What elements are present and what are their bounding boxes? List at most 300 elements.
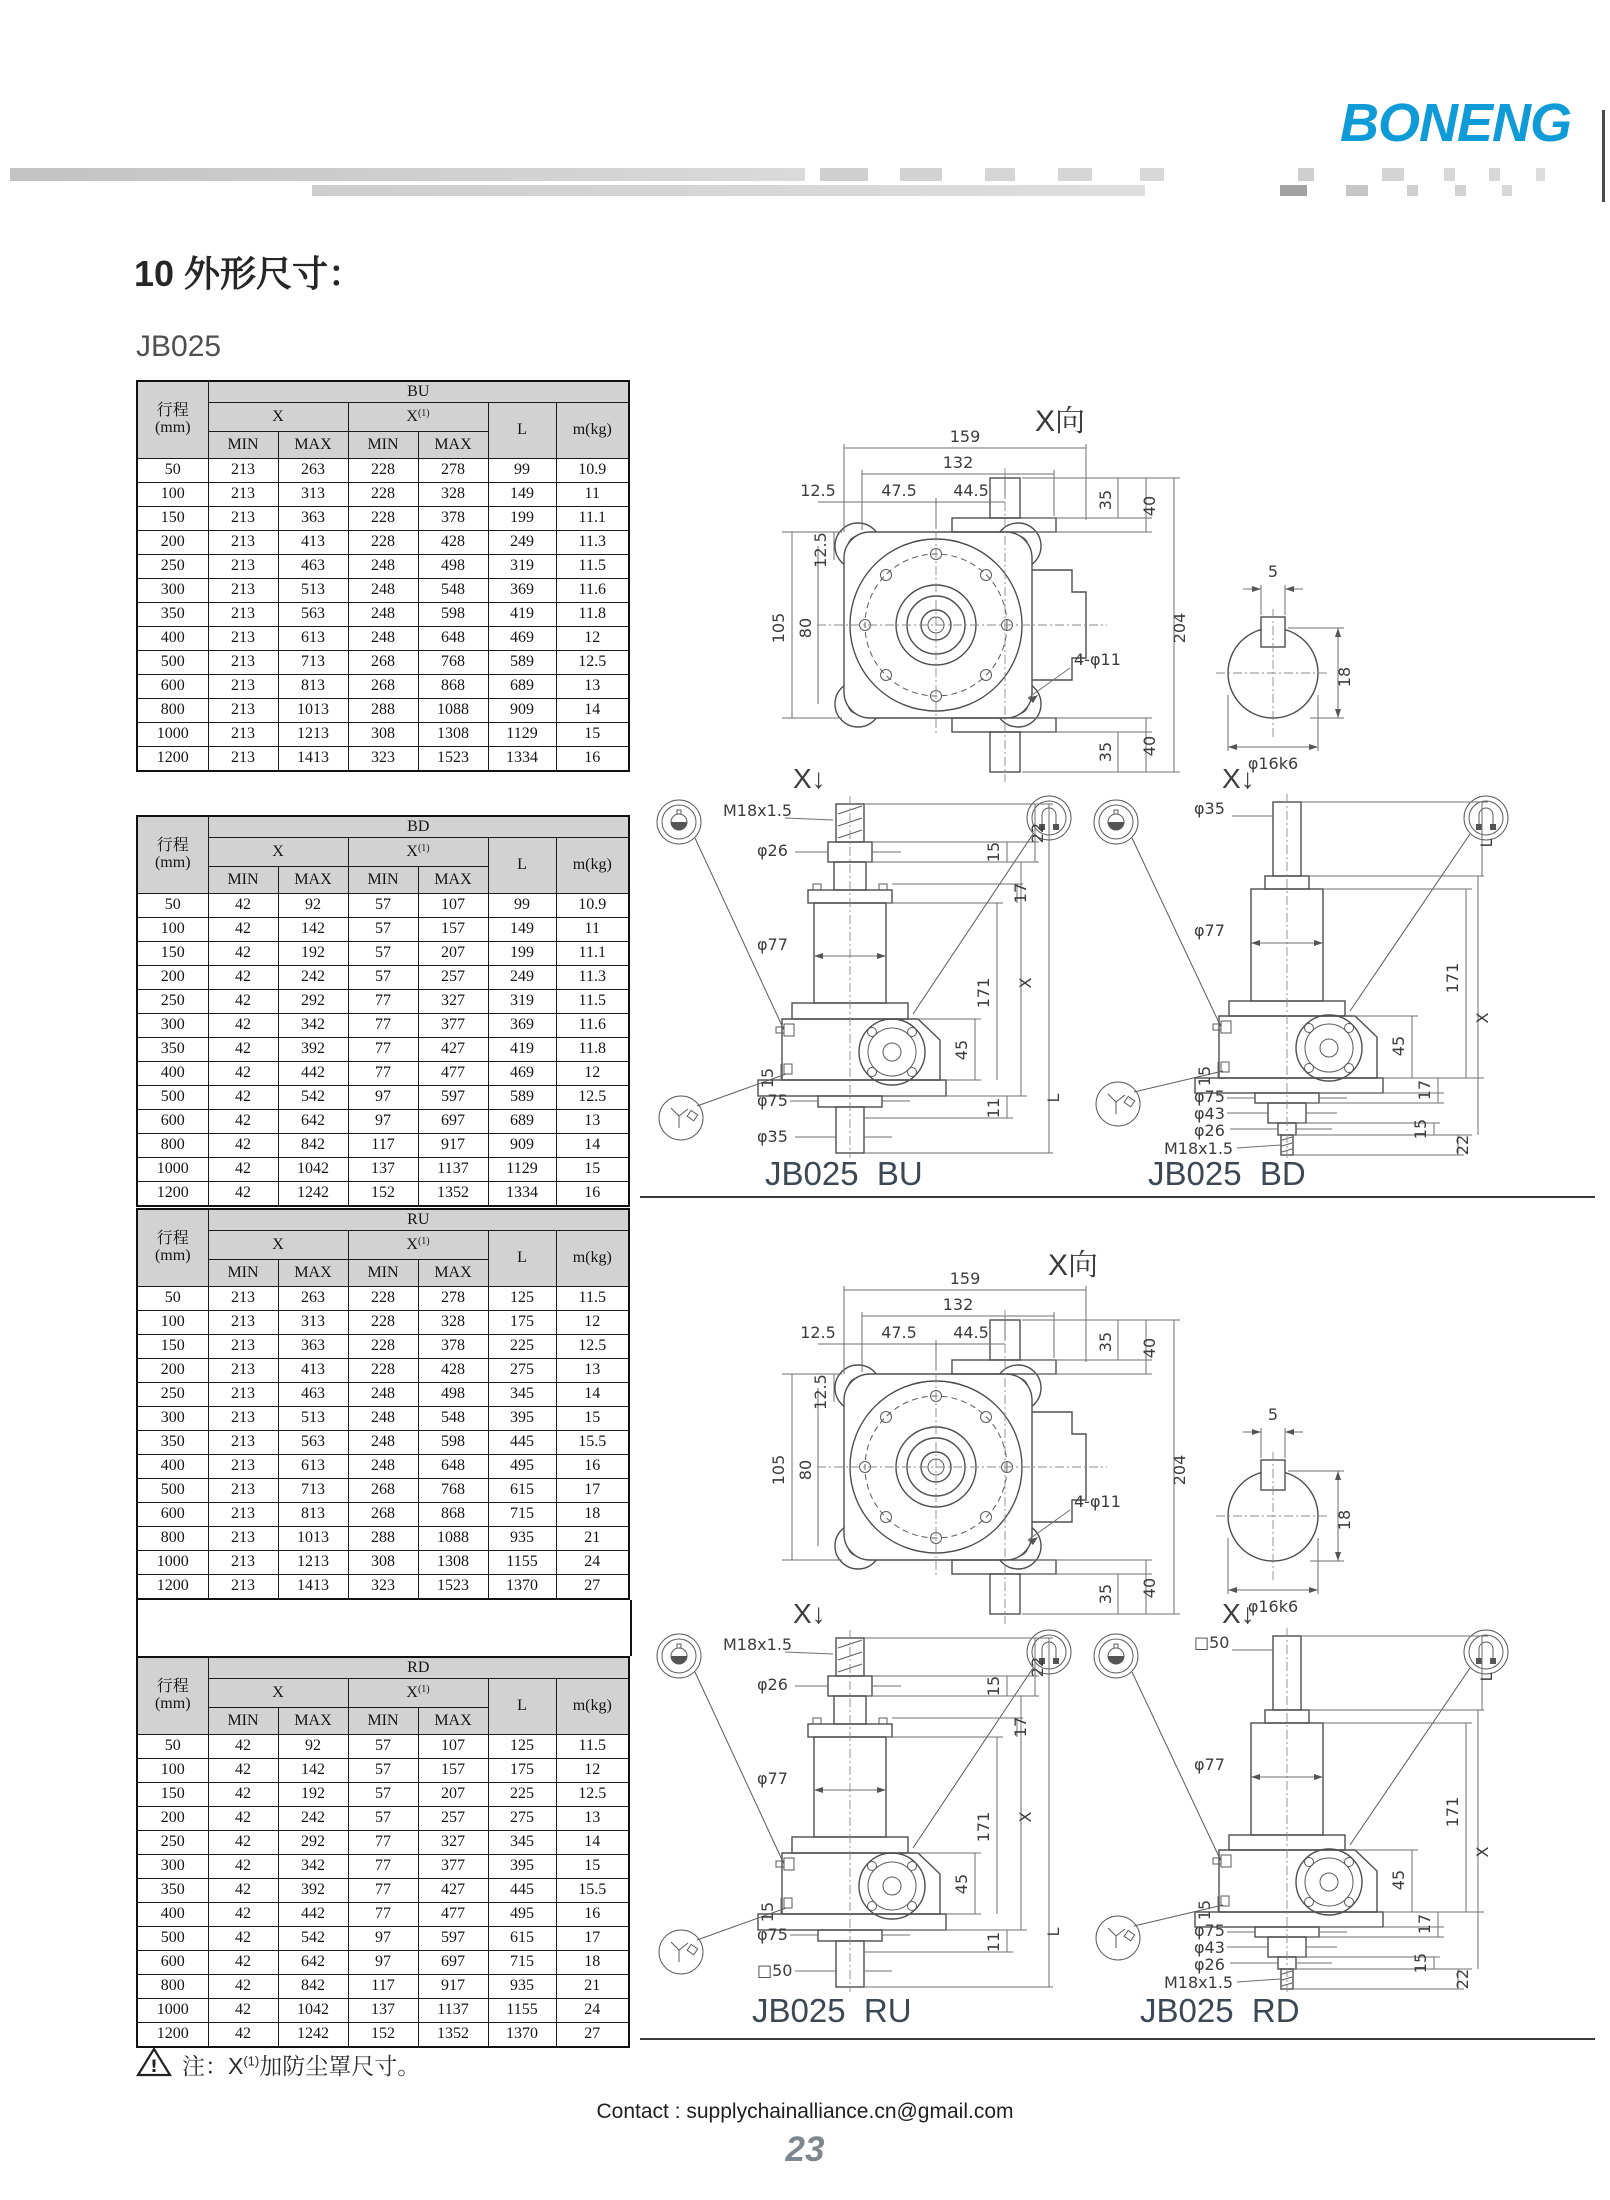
decorative-bar <box>10 168 805 181</box>
table-cell: 445 <box>488 1879 556 1903</box>
table-cell: 589 <box>488 651 556 675</box>
table-cell: 1523 <box>418 747 488 772</box>
decorative-square <box>1382 168 1404 181</box>
table-row <box>137 1975 629 1999</box>
table-cell: 713 <box>278 1479 348 1503</box>
table-cell: 548 <box>418 1407 488 1431</box>
max-header: MAX <box>418 867 488 894</box>
x1-header: $X^{(1)}$ <box>348 403 488 432</box>
table-cell: 427 <box>418 1879 488 1903</box>
group-header: BD <box>208 816 629 838</box>
table-cell: 597 <box>418 1927 488 1951</box>
table-cell: 288 <box>348 1527 418 1551</box>
table-row <box>137 1903 629 1927</box>
dim-12-5-v: 12.5 <box>811 1374 830 1410</box>
table-cell: 1213 <box>278 723 348 747</box>
table-cell: 11.3 <box>556 966 629 990</box>
table-cell: 13 <box>556 1110 629 1134</box>
dim-left15: 15 <box>1195 1065 1214 1087</box>
dim-rod: □50 <box>757 1961 793 1980</box>
table-cell: 97 <box>348 1110 418 1134</box>
dim-d26: φ26 <box>1194 1955 1225 1974</box>
l-header: L <box>488 838 556 894</box>
table-header-row <box>137 1679 629 1708</box>
table-cell: 15 <box>556 723 629 747</box>
table-cell: 213 <box>208 1575 278 1600</box>
table-cell: 313 <box>278 1311 348 1335</box>
dim-15: 15 <box>1411 1952 1430 1974</box>
table-cell: 613 <box>278 1455 348 1479</box>
min-header: MIN <box>348 432 418 459</box>
table-row <box>137 1311 629 1335</box>
table-row <box>137 1038 629 1062</box>
table-cell: 1334 <box>488 747 556 772</box>
min-header: MIN <box>348 1260 418 1287</box>
table-row <box>137 555 629 579</box>
dim-17: 17 <box>1011 882 1030 904</box>
table-cell: 428 <box>418 531 488 555</box>
table-cell: 248 <box>348 1431 418 1455</box>
table-cell: 213 <box>208 1455 278 1479</box>
dim-45: 45 <box>952 1873 971 1895</box>
decorative-bar <box>312 185 1145 196</box>
x-direction-label: X↓ <box>793 1598 826 1629</box>
table-row <box>137 1735 629 1759</box>
table-cell: 213 <box>208 1311 278 1335</box>
table-cell: 1370 <box>488 1575 556 1600</box>
table-cell: 213 <box>208 483 278 507</box>
table-cell: 257 <box>418 1807 488 1831</box>
table-cell: 18 <box>556 1951 629 1975</box>
table-cell: 300 <box>137 579 208 603</box>
table-cell: 213 <box>208 675 278 699</box>
dim-key-width: 5 <box>1267 1405 1279 1424</box>
dim-d77: φ77 <box>1194 921 1225 940</box>
table-cell: 327 <box>418 1831 488 1855</box>
table-cell: 228 <box>348 459 418 483</box>
table-cell: 842 <box>278 1975 348 1999</box>
table-cell: 1155 <box>488 1999 556 2023</box>
table-cell: 268 <box>348 1479 418 1503</box>
table-cell: 77 <box>348 1879 418 1903</box>
dim-47-5: 47.5 <box>881 1323 917 1342</box>
table-cell: 598 <box>418 1431 488 1455</box>
table-cell: 800 <box>137 1134 208 1158</box>
table-cell: 213 <box>208 1431 278 1455</box>
table-cell: 800 <box>137 1975 208 1999</box>
dim-bolt-holes: 4-φ11 <box>1074 650 1121 669</box>
table-cell: 15 <box>556 1158 629 1182</box>
table-cell: 342 <box>278 1855 348 1879</box>
table-cell: 868 <box>418 675 488 699</box>
table-cell: 1088 <box>418 1527 488 1551</box>
dim-d77: φ77 <box>1194 1755 1225 1774</box>
table-cell: 419 <box>488 1038 556 1062</box>
table-cell: 97 <box>348 1927 418 1951</box>
table-cell: 11.6 <box>556 1014 629 1038</box>
table-cell: 242 <box>278 966 348 990</box>
table-row <box>137 1759 629 1783</box>
model-label: JB025 <box>136 330 222 363</box>
table-cell: 909 <box>488 1134 556 1158</box>
table-cell: 498 <box>418 555 488 579</box>
table-cell: 57 <box>348 1807 418 1831</box>
table-cell: 917 <box>418 1975 488 1999</box>
front-view-rd <box>1082 1622 1522 1992</box>
table-cell: 10.9 <box>556 459 629 483</box>
table-cell: 500 <box>137 651 208 675</box>
decorative-square <box>1536 168 1545 181</box>
table-cell: 150 <box>137 942 208 966</box>
dim-44-5: 44.5 <box>953 1323 989 1342</box>
table-cell: 97 <box>348 1951 418 1975</box>
table-cell: 100 <box>137 483 208 507</box>
table-cell: 12.5 <box>556 1783 629 1807</box>
table-row <box>137 1335 629 1359</box>
table-cell: 615 <box>488 1479 556 1503</box>
table-cell: 17 <box>556 1927 629 1951</box>
dim-17: 17 <box>1011 1716 1030 1738</box>
table-cell: 495 <box>488 1903 556 1927</box>
table-cell: 42 <box>208 966 278 990</box>
min-header: MIN <box>348 1708 418 1735</box>
table-cell: 1308 <box>418 723 488 747</box>
top-view-drawing <box>722 1262 1202 1632</box>
m-header: m(kg) <box>556 403 629 459</box>
front-dim-text <box>1164 1633 1496 1992</box>
table-row <box>137 699 629 723</box>
table-row <box>137 627 629 651</box>
table-cell: 275 <box>488 1807 556 1831</box>
m-header: m(kg) <box>556 838 629 894</box>
table-cell: 57 <box>348 1735 418 1759</box>
dimension-table-bd <box>136 815 630 1207</box>
table-cell: 1413 <box>278 1575 348 1600</box>
table-cell: 12 <box>556 1311 629 1335</box>
min-header: MIN <box>348 867 418 894</box>
table-cell: 345 <box>488 1383 556 1407</box>
table-cell: 42 <box>208 942 278 966</box>
table-cell: 213 <box>208 1503 278 1527</box>
table-cell: 12 <box>556 1759 629 1783</box>
dim-132: 132 <box>942 1295 974 1314</box>
decorative-square <box>1407 185 1418 196</box>
table-cell: 100 <box>137 1759 208 1783</box>
table-row <box>137 579 629 603</box>
table-cell: 697 <box>418 1110 488 1134</box>
table-cell: 1242 <box>278 1182 348 1207</box>
table-row <box>137 1383 629 1407</box>
table-cell: 50 <box>137 894 208 918</box>
dim-35-top: 35 <box>1096 1331 1115 1353</box>
table-cell: 77 <box>348 1855 418 1879</box>
table-cell: 14 <box>556 1134 629 1158</box>
dim-rod: φ35 <box>757 1127 788 1146</box>
warning-icon <box>136 2046 172 2078</box>
dim-40-top: 40 <box>1140 1337 1159 1359</box>
table-cell: 149 <box>488 918 556 942</box>
table-cell: 248 <box>348 627 418 651</box>
table-cell: 1352 <box>418 2023 488 2048</box>
dim-left15: 15 <box>758 1901 777 1923</box>
table-cell: 42 <box>208 1062 278 1086</box>
dim-d43: φ43 <box>1194 1104 1225 1123</box>
dim-left15: 15 <box>1195 1899 1214 1921</box>
table-cell: 42 <box>208 894 278 918</box>
table-cell: 328 <box>418 1311 488 1335</box>
table-cell: 1213 <box>278 1551 348 1575</box>
dim-45: 45 <box>1389 1035 1408 1057</box>
table-cell: 57 <box>348 918 418 942</box>
table-cell: 213 <box>208 699 278 723</box>
table-cell: 249 <box>488 966 556 990</box>
table-header-row <box>137 1231 629 1260</box>
decorative-square <box>1455 185 1466 196</box>
table-cell: 42 <box>208 1759 278 1783</box>
table-cell: 11 <box>556 918 629 942</box>
max-header: MAX <box>418 1708 488 1735</box>
table-header-row <box>137 403 629 432</box>
table-cell: 27 <box>556 2023 629 2048</box>
table-cell: 800 <box>137 699 208 723</box>
dim-thread: M18x1.5 <box>723 801 793 820</box>
table-cell: 248 <box>348 579 418 603</box>
table-cell: 225 <box>488 1335 556 1359</box>
dim-thread: M18x1.5 <box>723 1635 793 1654</box>
table-row <box>137 918 629 942</box>
table-cell: 99 <box>488 894 556 918</box>
x-direction-label: X↓ <box>1222 1598 1255 1629</box>
table-cell: 345 <box>488 1831 556 1855</box>
max-header: MAX <box>418 1260 488 1287</box>
dim-x: X <box>1016 977 1035 989</box>
table-cell: 263 <box>278 459 348 483</box>
dim-132: 132 <box>942 453 974 472</box>
table-cell: 11.6 <box>556 579 629 603</box>
table-row <box>137 1182 629 1207</box>
edge-mark <box>1602 110 1605 202</box>
front-view-ru <box>645 1622 1085 1992</box>
view-direction-label: X向 <box>1035 405 1086 438</box>
table-cell: 117 <box>348 1134 418 1158</box>
table-cell: 445 <box>488 1431 556 1455</box>
table-row <box>137 1455 629 1479</box>
table-cell: 42 <box>208 1807 278 1831</box>
dimension-table-bu <box>136 380 630 772</box>
table-cell: 1200 <box>137 2023 208 2048</box>
view-direction-label: X向 <box>1048 1249 1099 1282</box>
section-divider <box>640 2038 1595 2040</box>
table-cell: 11.8 <box>556 1038 629 1062</box>
table-cell: 1013 <box>278 1527 348 1551</box>
table-cell: 308 <box>348 723 418 747</box>
group-header: BU <box>208 381 629 403</box>
table-cell: 477 <box>418 1903 488 1927</box>
dim-22: 22 <box>1028 822 1047 844</box>
front-dimension-lines <box>781 804 1053 1153</box>
table-cell: 378 <box>418 1335 488 1359</box>
table-cell: 268 <box>348 651 418 675</box>
table-cell: 242 <box>278 1807 348 1831</box>
dim-22: 22 <box>1453 1968 1472 1990</box>
dim-d26: φ26 <box>1194 1121 1225 1140</box>
table-cell: 548 <box>418 579 488 603</box>
table-row <box>137 1783 629 1807</box>
table-cell: 642 <box>278 1110 348 1134</box>
top-view-drawing <box>722 420 1202 790</box>
table-cell: 228 <box>348 531 418 555</box>
table-cell: 563 <box>278 603 348 627</box>
table-cell: 97 <box>348 1086 418 1110</box>
front-view-bd <box>1082 788 1522 1158</box>
table-cell: 14 <box>556 1831 629 1855</box>
table-cell: 768 <box>418 651 488 675</box>
table-cell: 77 <box>348 1903 418 1927</box>
table-cell: 268 <box>348 675 418 699</box>
stroke-header: 行程 (mm) <box>137 1657 208 1735</box>
decorative-square <box>1058 168 1092 181</box>
table-cell: 1137 <box>418 1158 488 1182</box>
table-cell: 213 <box>208 603 278 627</box>
decorative-square <box>1444 168 1455 181</box>
dim-l: L <box>1044 1093 1063 1103</box>
dim-15: 15 <box>984 1675 1003 1697</box>
table-cell: 42 <box>208 1134 278 1158</box>
table-cell: 192 <box>278 1783 348 1807</box>
decorative-square <box>1280 185 1307 196</box>
stroke-header: 行程 (mm) <box>137 816 208 894</box>
table-cell: 77 <box>348 1831 418 1855</box>
table-cell: 1200 <box>137 1575 208 1600</box>
table-cell: 12 <box>556 627 629 651</box>
table-row <box>137 747 629 772</box>
table-cell: 213 <box>208 1359 278 1383</box>
decorative-square <box>1489 168 1500 181</box>
dim-159: 159 <box>949 1269 981 1288</box>
table-cell: 12.5 <box>556 651 629 675</box>
dim-l: L <box>1477 1672 1496 1682</box>
table-cell: 11.3 <box>556 531 629 555</box>
table-cell: 199 <box>488 942 556 966</box>
table-row <box>137 1951 629 1975</box>
table-row <box>137 1062 629 1086</box>
front-dimension-lines <box>781 1638 1053 1987</box>
table-cell: 213 <box>208 1551 278 1575</box>
gearbox-top-view <box>817 1310 1107 1624</box>
table-row <box>137 1110 629 1134</box>
m-header: m(kg) <box>556 1679 629 1735</box>
table-cell: 157 <box>418 918 488 942</box>
group-header: RU <box>208 1209 629 1231</box>
table-cell: 42 <box>208 1975 278 1999</box>
decorative-square <box>1140 168 1164 181</box>
table-header-row <box>137 1657 629 1679</box>
table-cell: 16 <box>556 1182 629 1207</box>
decorative-square <box>820 168 868 181</box>
table-cell: 13 <box>556 1807 629 1831</box>
table-cell: 137 <box>348 1158 418 1182</box>
table-cell: 77 <box>348 1062 418 1086</box>
table-cell: 12.5 <box>556 1335 629 1359</box>
table-cell: 200 <box>137 1807 208 1831</box>
table-cell: 250 <box>137 555 208 579</box>
dim-d75: φ75 <box>1194 1087 1225 1106</box>
table-header-row <box>137 381 629 403</box>
dim-d75: φ75 <box>1194 1921 1225 1940</box>
dim-l: L <box>1044 1927 1063 1937</box>
table-frame-extension <box>136 1600 632 1656</box>
m-header: m(kg) <box>556 1231 629 1287</box>
dim-35-top: 35 <box>1096 489 1115 511</box>
table-row <box>137 1927 629 1951</box>
min-header: MIN <box>208 1708 278 1735</box>
table-cell: 50 <box>137 1287 208 1311</box>
dim-40-top: 40 <box>1140 495 1159 517</box>
page-number: 23 <box>785 2130 825 2169</box>
table-cell: 142 <box>278 1759 348 1783</box>
front-dim-text <box>1164 799 1496 1158</box>
table-row <box>137 1086 629 1110</box>
dimension-table-ru <box>136 1208 630 1600</box>
group-header: RD <box>208 1657 629 1679</box>
table-row <box>137 2023 629 2048</box>
dim-d77: φ77 <box>757 935 788 954</box>
front-dim-text <box>723 801 1063 1146</box>
table-cell: 152 <box>348 2023 418 2048</box>
table-cell: 77 <box>348 1038 418 1062</box>
dim-15: 15 <box>1411 1118 1430 1140</box>
dim-204: 204 <box>1170 612 1189 644</box>
figure-label-bd: JB025 BD <box>1148 1155 1306 1192</box>
table-cell: 150 <box>137 1783 208 1807</box>
x-header: X <box>208 403 348 432</box>
table-cell: 42 <box>208 1158 278 1182</box>
table-row <box>137 1999 629 2023</box>
table-row <box>137 507 629 531</box>
table-cell: 228 <box>348 483 418 507</box>
table-body <box>137 894 629 1207</box>
table-row <box>137 1807 629 1831</box>
max-header: MAX <box>278 867 348 894</box>
table-cell: 149 <box>488 483 556 507</box>
table-row <box>137 531 629 555</box>
table-cell: 400 <box>137 627 208 651</box>
dim-key-depth: 18 <box>1335 666 1354 688</box>
table-row <box>137 894 629 918</box>
table-cell: 395 <box>488 1407 556 1431</box>
table-cell: 57 <box>348 1759 418 1783</box>
dim-35-bottom: 35 <box>1096 1583 1115 1605</box>
table-cell: 327 <box>418 990 488 1014</box>
table-row <box>137 1287 629 1311</box>
table-cell: 248 <box>348 1455 418 1479</box>
table-cell: 642 <box>278 1951 348 1975</box>
table-cell: 11.1 <box>556 942 629 966</box>
table-row <box>137 723 629 747</box>
table-cell: 427 <box>418 1038 488 1062</box>
table-cell: 1155 <box>488 1551 556 1575</box>
table-cell: 150 <box>137 1335 208 1359</box>
table-cell: 363 <box>278 507 348 531</box>
max-header: MAX <box>278 1708 348 1735</box>
table-cell: 228 <box>348 1287 418 1311</box>
table-cell: 500 <box>137 1086 208 1110</box>
table-row <box>137 1431 629 1455</box>
table-cell: 498 <box>418 1383 488 1407</box>
table-cell: 228 <box>348 1359 418 1383</box>
table-cell: 768 <box>418 1479 488 1503</box>
table-cell: 13 <box>556 675 629 699</box>
